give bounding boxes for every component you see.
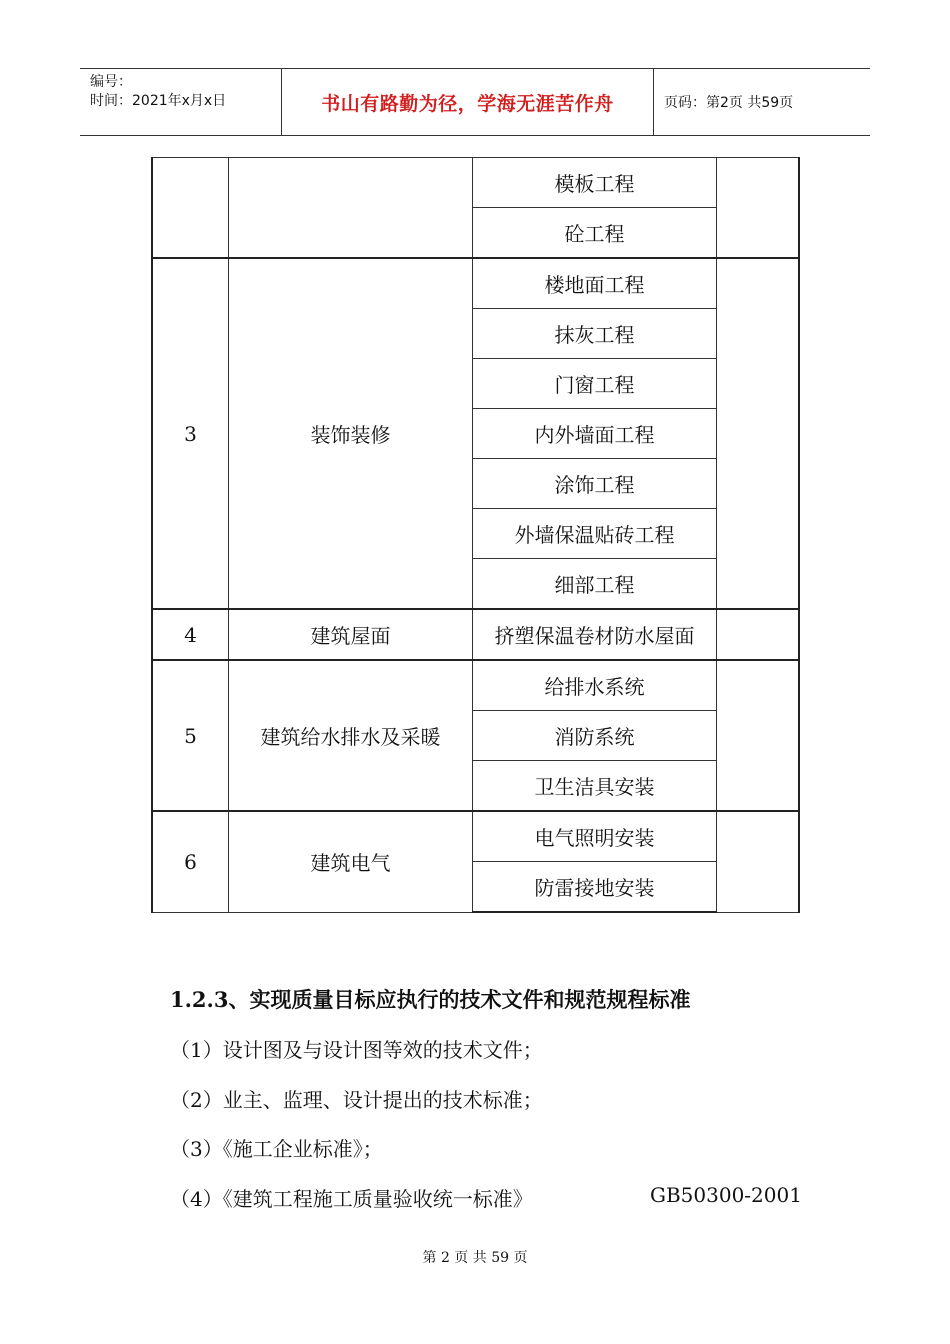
sub-item-cell: 涂饰工程 (473, 459, 717, 509)
table-row (152, 660, 799, 711)
item-number-cell: 4 (152, 609, 229, 660)
sub-item-cell: 楼地面工程 (473, 258, 717, 309)
header-meta (80, 69, 282, 135)
sub-item-cell: 挤塑保温卷材防水屋面 (473, 609, 717, 660)
sub-item-cell: 给排水系统 (473, 660, 717, 711)
sub-item-cell: 消防系统 (473, 711, 717, 761)
section-heading: 1.2.3、实现质量目标应执行的技术文件和规范规程标准 (170, 987, 691, 1012)
sub-item-cell: 细部工程 (473, 559, 717, 610)
remarks-cell (717, 660, 800, 811)
category-cell: 装饰装修 (229, 258, 473, 609)
item-number-cell (152, 158, 229, 259)
sub-item-cell: 防雷接地安装 (473, 862, 717, 913)
list-item (170, 1084, 543, 1113)
header-number-label: 编号： (90, 74, 132, 90)
table-row (152, 258, 799, 309)
sub-item-cell: 砼工程 (473, 208, 717, 259)
list-item-text: （4）《建筑工程施工质量验收统一标准》 (170, 1187, 533, 1211)
page-footer: 第 2 页 共 59 页 (422, 1250, 528, 1266)
sub-item-cell: 外墙保温贴砖工程 (473, 509, 717, 559)
item-number-cell: 3 (152, 258, 229, 609)
sub-item-cell: 模板工程 (473, 158, 717, 208)
header-page-info: 页码：第2页 共59页 (664, 95, 794, 111)
table-row (152, 609, 799, 660)
category-cell: 建筑电气 (229, 811, 473, 912)
category-cell: 建筑屋面 (229, 609, 473, 660)
remarks-cell (717, 158, 800, 259)
table-row (152, 811, 799, 862)
list-item (170, 1183, 802, 1212)
header-time-label: 时间：2021年x月x日 (90, 93, 227, 109)
sub-item-cell: 电气照明安装 (473, 811, 717, 862)
item-number-cell: 6 (152, 811, 229, 912)
page-header (80, 68, 870, 136)
standard-code: GB50300-2001 (650, 1183, 802, 1207)
sub-item-cell: 卫生洁具安装 (473, 761, 717, 812)
sub-item-cell: 抹灰工程 (473, 309, 717, 359)
list-item-text: （1）设计图及与设计图等效的技术文件； (170, 1038, 543, 1062)
category-cell (229, 158, 473, 259)
sub-item-cell: 内外墙面工程 (473, 409, 717, 459)
list-item (170, 1133, 383, 1162)
item-number-cell: 5 (152, 660, 229, 811)
remarks-cell (717, 609, 800, 660)
header-motto: 书山有路勤为径，学海无涯苦作舟 (282, 69, 654, 135)
list-item (170, 1034, 543, 1063)
list-item-text: （3）《施工企业标准》； (170, 1137, 383, 1161)
remarks-cell (717, 811, 800, 912)
table-body (152, 158, 799, 913)
remarks-cell (717, 258, 800, 609)
sub-item-cell: 门窗工程 (473, 359, 717, 409)
construction-items-table (151, 157, 800, 913)
category-cell: 建筑给水排水及采暖 (229, 660, 473, 811)
list-item-text: （2）业主、监理、设计提出的技术标准； (170, 1088, 543, 1112)
table-row (152, 158, 799, 208)
